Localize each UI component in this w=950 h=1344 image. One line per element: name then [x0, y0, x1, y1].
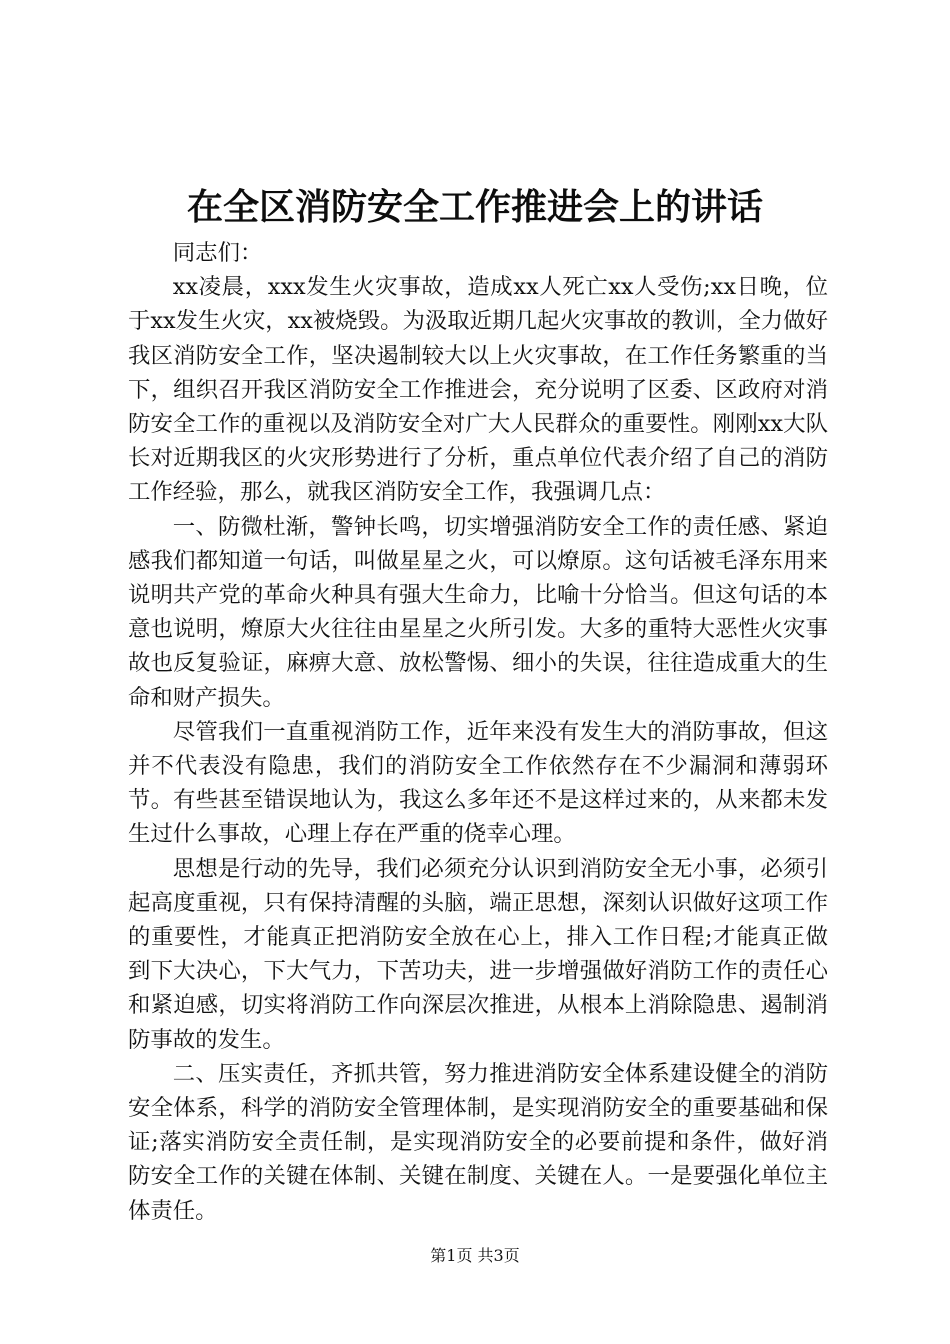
body-paragraph: 尽管我们一直重视消防工作，近年来没有发生大的消防事故，但这并不代表没有隐患，我们的消防安全工作依然存在不少漏洞和薄弱环节。有些甚至错误地认为，我这么多年还不是这样过来的，从来都未发生过什么事故，心理上存在严重的侥幸心理。 [128, 718, 828, 848]
document-body [128, 236, 828, 1228]
page-footer: 第1页 共3页 [430, 1246, 520, 1265]
body-paragraph: 二、压实责任，齐抓共管，努力推进消防安全体系建设健全的消防安全体系，科学的消防安全管理体制，是实现消防安全的重要基础和保证;落实消防安全责任制，是实现消防安全的必要前提和条件，做好消防安全工作的关键在体制、关键在制度、关键在人。一是要强化单位主体责任。 [128, 1060, 828, 1224]
body-paragraph: 一、防微杜渐，警钟长鸣，切实增强消防安全工作的责任感、紧迫感我们都知道一句话，叫做星星之火，可以燎原。这句话被毛泽东用来说明共产党的革命火种具有强大生命力，比喻十分恰当。但这句话的本意也说明，燎原大火往往由星星之火所引发。大多的重特大恶性火灾事故也反复验证，麻痹大意、放松警惕、细小的失误，往往造成重大的生命和财产损失。 [128, 513, 828, 711]
document-title: 在全区消防安全工作推进会上的讲话 [186, 186, 763, 228]
body-paragraph: 思想是行动的先导，我们必须充分认识到消防安全无小事，必须引起高度重视，只有保持清醒的头脑，端正思想，深刻认识做好这项工作的重要性，才能真正把消防安全放在心上，排入工作日程;才能真正做到下大决心，下大气力，下苦功夫，进一步增强做好消防工作的责任心和紧迫感，切实将消防工作向深层次推进，从根本上消除隐患、遏制消防事故的发生。 [128, 855, 828, 1053]
salutation-paragraph: 同志们： [172, 240, 263, 266]
body-paragraph: xx凌晨，xxx发生火灾事故，造成xx人死亡xx人受伤;xx日晚，位于xx发生火灾，xx被烧毁。为汲取近期几起火灾事故的教训，全力做好我区消防安全工作，坚决遏制较大以上火灾事故，在工作任务繁重的当下，组织召开我区消防安全工作推进会，充分说明了区委、区政府对消防安全工作的重视以及消防安全对广大人民群众的重要性。刚刚xx大队长对近期我区的火灾形势进行了分析，重点单位代表介绍了自己的消防工作经验，那么，就我区消防安全工作，我强调几点： [128, 274, 828, 506]
